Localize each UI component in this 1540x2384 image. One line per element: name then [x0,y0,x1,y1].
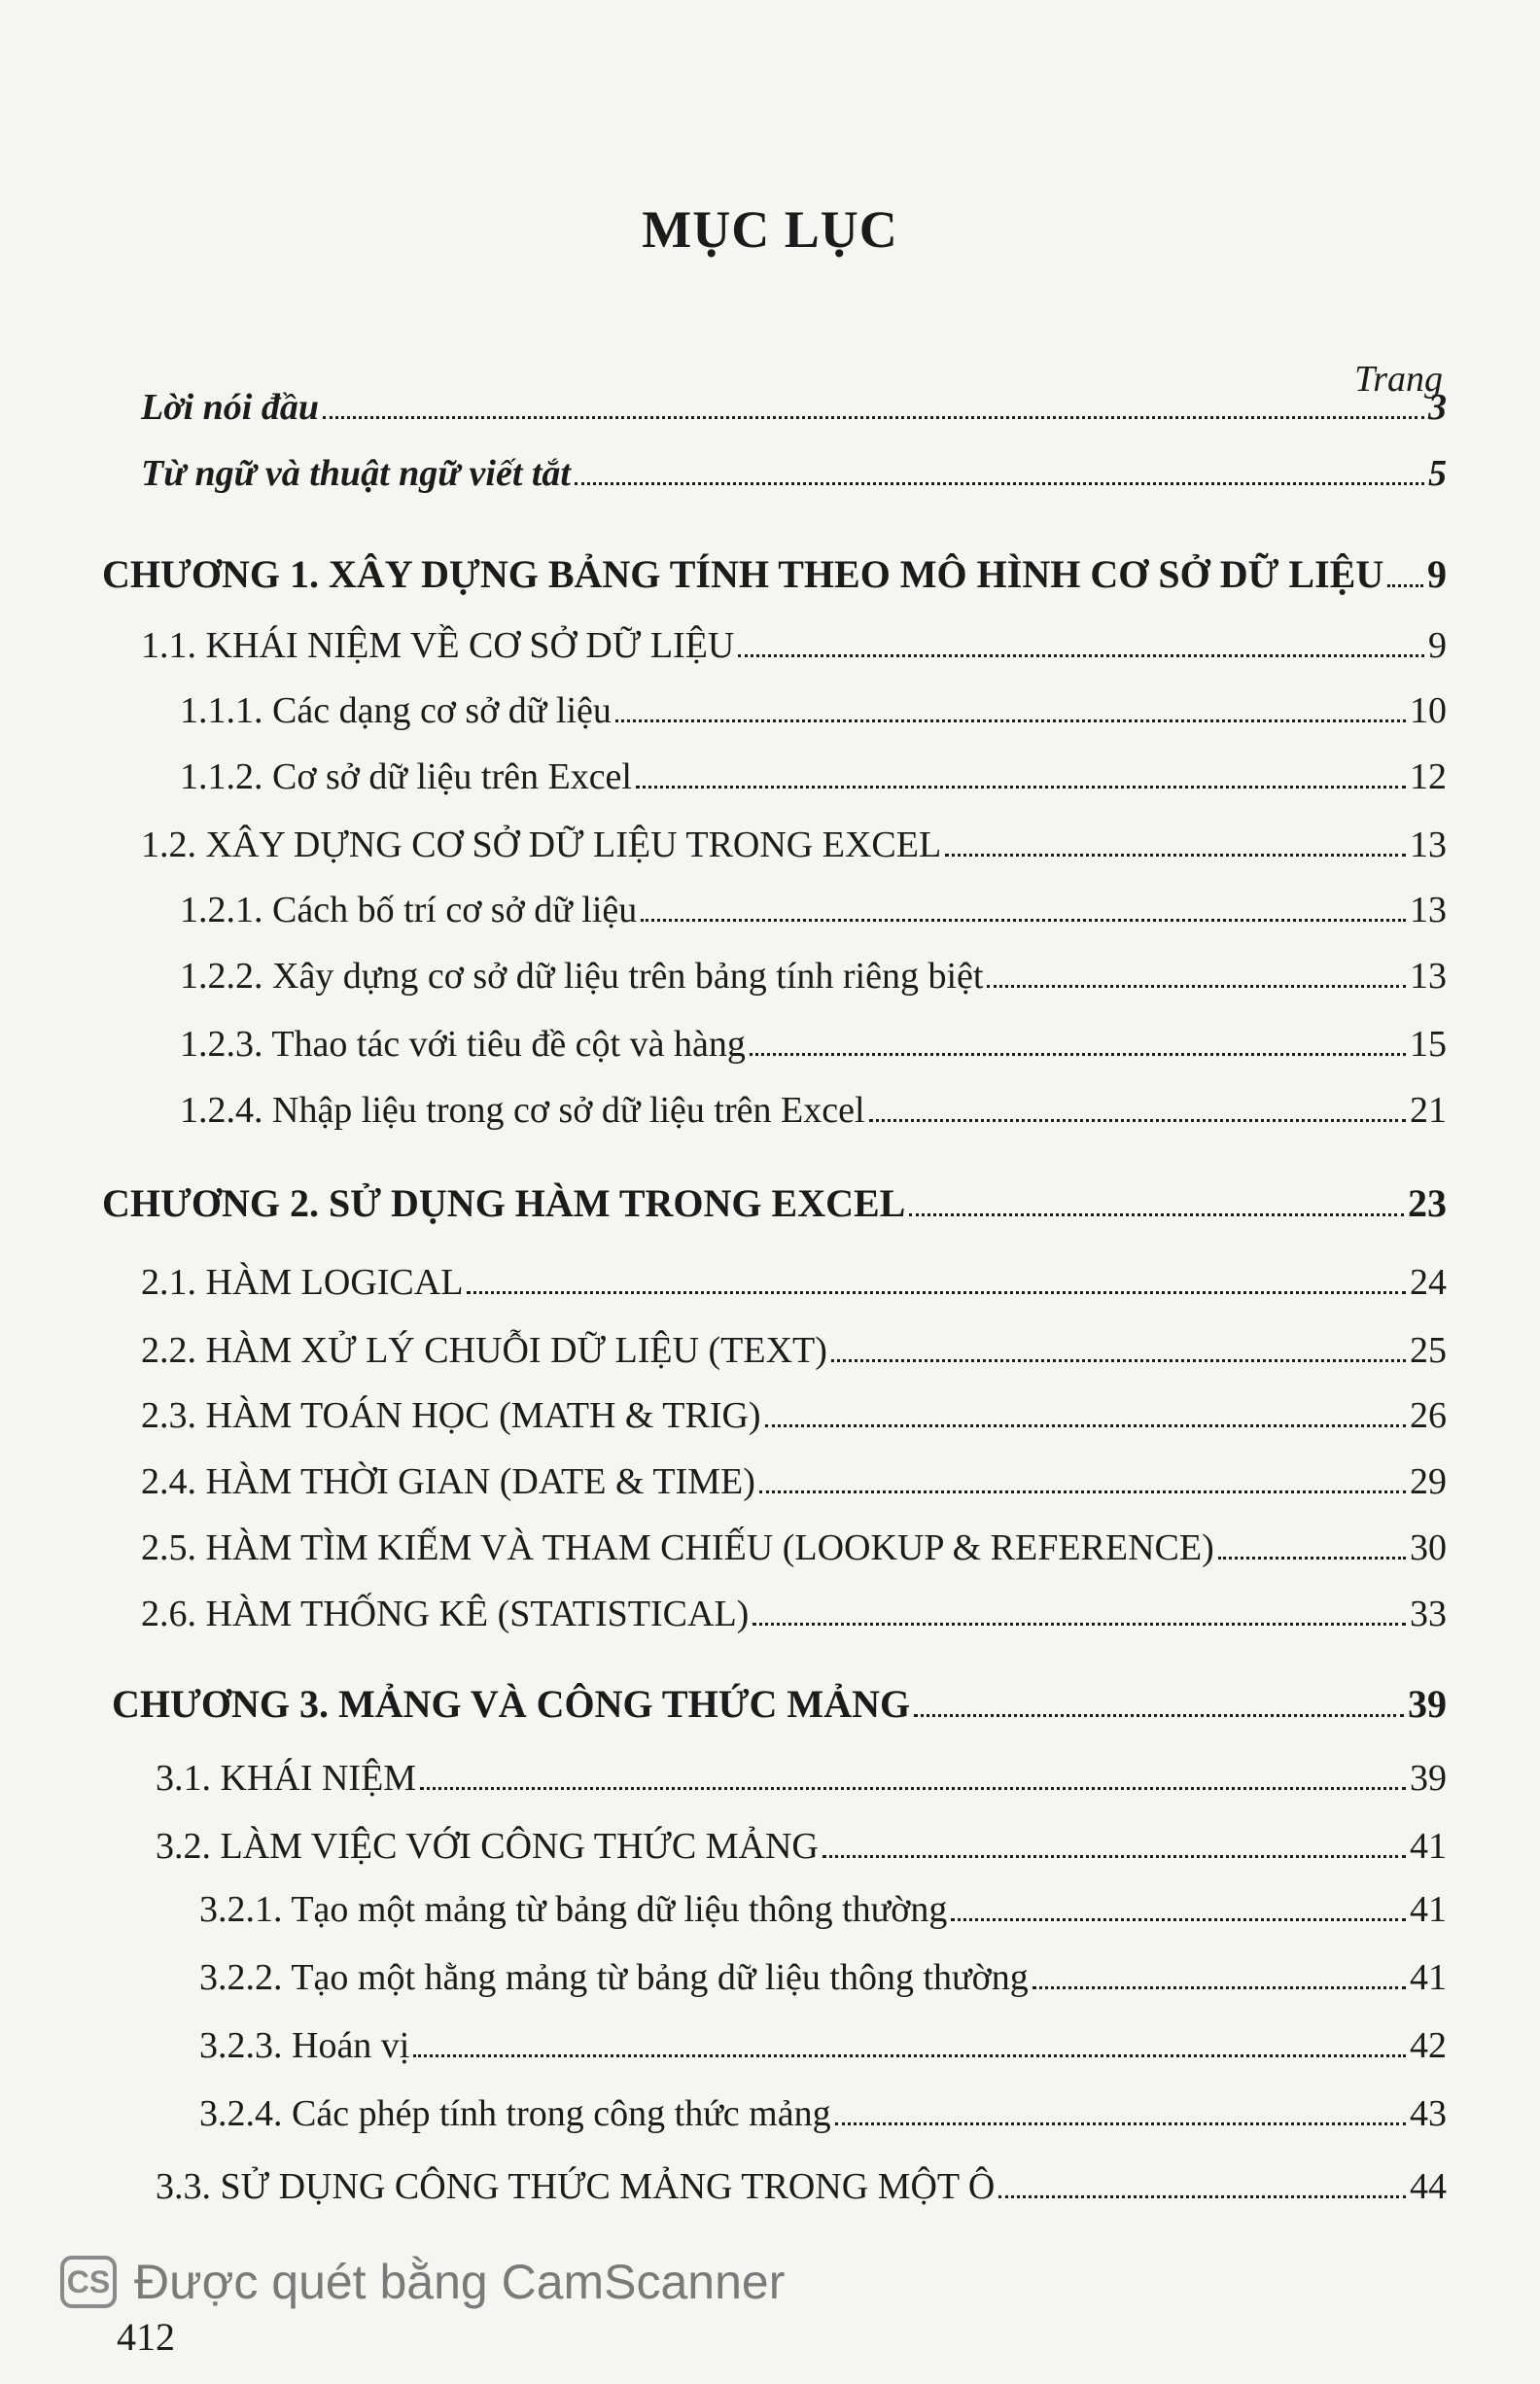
toc-entry-page: 23 [1408,1181,1447,1225]
toc-entry-page: 21 [1410,1090,1447,1131]
toc-entry [156,1813,1447,1868]
toc-dot-leader [945,854,1406,857]
toc-entry-page: 13 [1410,890,1447,930]
toc-dot-leader [869,1119,1406,1122]
toc-dot-leader [951,1918,1406,1921]
toc-entry [156,1745,1447,1800]
toc-entry-label: CHƯƠNG 2. SỬ DỤNG HÀM TRONG EXCEL [102,1181,906,1225]
toc-entry-label: CHƯƠNG 1. XÂY DỰNG BẢNG TÍNH THEO MÔ HÌNH CƠ SỞ DỮ LIỆU [102,552,1384,596]
toc-entry-page: 44 [1410,2166,1447,2207]
toc-dot-leader [914,1714,1404,1717]
toc-dot-leader [1218,1557,1406,1560]
page-title: MỤC LỤC [642,200,898,259]
toc-entry-page: 41 [1410,1957,1447,1998]
toc-entry-page: 39 [1410,1758,1447,1799]
toc-entry [156,2154,1447,2208]
toc-entry [180,1077,1447,1132]
toc-entry-page: 26 [1410,1395,1447,1436]
toc-entry-page: 41 [1410,1889,1447,1930]
toc-entry-page: 3 [1428,387,1447,428]
toc-dot-leader [467,1291,1406,1294]
toc-dot-leader [998,2195,1406,2198]
toc-entry [199,2013,1447,2067]
toc-entry-page: 33 [1410,1594,1447,1634]
toc-entry-page: 25 [1410,1330,1447,1371]
toc-entry-label: 1.1.1. Các dạng cơ sở dữ liệu [180,690,612,731]
toc-entry [141,1581,1447,1635]
toc-entry-label: 3.3. SỬ DỤNG CÔNG THỨC MẢNG TRONG MỘT Ô [156,2166,996,2207]
toc-entry-page: 24 [1410,1262,1447,1303]
toc-entry-label: 1.2.4. Nhập liệu trong cơ sở dữ liệu trên Excel [180,1090,865,1131]
toc-entry-page: 15 [1410,1024,1447,1065]
toc-entry [180,943,1447,998]
toc-entry [180,744,1447,798]
toc-entry [141,1515,1447,1569]
toc-dot-leader [636,786,1406,789]
toc-entry [102,543,1447,597]
toc-entry-label: 3.2.2. Tạo một hằng mảng từ bảng dữ liệu thông thường [199,1957,1029,1998]
toc-entry [199,1945,1447,1999]
page-column-header: Trang [1354,359,1443,400]
toc-entry-page: 42 [1410,2025,1447,2066]
toc-entry-label: CHƯƠNG 3. MẢNG VÀ CÔNG THỨC MẢNG [112,1682,911,1726]
toc-entry [141,812,1447,866]
toc-entry-label: 2.2. HÀM XỬ LÝ CHUỖI DỮ LIỆU (TEXT) [141,1330,827,1371]
toc-dot-leader [323,416,1424,419]
toc-entry-label: 3.2.1. Tạo một mảng từ bảng dữ liệu thông thường [199,1889,948,1930]
toc-entry-label: 1.2. XÂY DỰNG CƠ SỞ DỮ LIỆU TRONG EXCEL [141,824,942,865]
toc-entry-page: 43 [1410,2093,1447,2134]
toc-entry-label: 1.2.3. Thao tác với tiêu đề cột và hàng [180,1024,746,1065]
toc-entry-page: 10 [1410,690,1447,731]
toc-entry-label: 1.2.2. Xây dựng cơ sở dữ liệu trên bảng tính riêng biệt [180,956,984,997]
toc-entry-page: 41 [1410,1826,1447,1867]
camscanner-watermark [60,2254,785,2310]
toc-dot-leader [641,919,1406,922]
toc-entry-label: 2.6. HÀM THỐNG KÊ (STATISTICAL) [141,1594,750,1634]
toc-dot-leader [1032,1986,1406,1989]
toc-entry-label: 1.1. KHÁI NIỆM VỀ CƠ SỞ DỮ LIỆU [141,625,735,666]
toc-entry-label: 3.2.3. Hoán vị [199,2025,410,2066]
toc-entry [141,374,1447,429]
toc-entry-page: 39 [1408,1682,1447,1726]
toc-entry-label: 2.1. HÀM LOGICAL [141,1262,464,1303]
toc-entry [141,613,1447,667]
toc-entry [112,1672,1447,1727]
toc-entry [180,1011,1447,1066]
toc-entry-label: 2.4. HÀM THỜI GIAN (DATE & TIME) [141,1461,755,1502]
toc-dot-leader [759,1490,1406,1493]
toc-entry [141,1383,1447,1437]
toc-dot-leader [765,1424,1406,1427]
toc-entry-label: 3.2.4. Các phép tính trong công thức mảng [199,2093,831,2134]
toc-dot-leader [822,1855,1406,1858]
toc-entry-page: 13 [1410,956,1447,997]
toc-entry-page: 9 [1427,552,1447,596]
toc-entry-label: Từ ngữ và thuật ngữ viết tắt [141,453,571,494]
toc-dot-leader [420,1787,1406,1790]
toc-entry-page: 13 [1410,824,1447,865]
toc-dot-leader [752,1623,1406,1626]
toc-entry [180,877,1447,931]
camscanner-logo-icon: CS [60,2256,117,2308]
toc-entry [141,440,1447,495]
toc-entry-label: 2.3. HÀM TOÁN HỌC (MATH & TRIG) [141,1395,761,1436]
toc-entry-page: 12 [1410,756,1447,797]
toc-entry-label: 1.1.2. Cơ sở dữ liệu trên Excel [180,756,632,797]
page-number: 412 [117,2315,175,2359]
toc-dot-leader [750,1053,1406,1056]
toc-entry [180,678,1447,732]
toc-dot-leader [909,1213,1404,1216]
toc-entry-page: 30 [1410,1527,1447,1568]
toc-entry-page: 29 [1410,1461,1447,1502]
toc-entry-page: 9 [1428,625,1447,666]
toc-dot-leader [615,719,1406,722]
toc-dot-leader [738,654,1424,657]
toc-entry-label: Lời nói đầu [141,387,319,428]
toc-entry [141,1449,1447,1503]
toc-dot-leader [1387,584,1423,587]
toc-entry [199,2081,1447,2135]
toc-entry-page: 5 [1428,453,1447,494]
toc-entry [102,1172,1447,1226]
watermark-text: Được quét bằng CamScanner [134,2255,786,2309]
toc-entry [141,1317,1447,1372]
toc-dot-leader [413,2054,1406,2057]
toc-dot-leader [835,2122,1406,2125]
toc-entry [199,1876,1447,1931]
toc-dot-leader [987,985,1406,988]
toc-entry-label: 2.5. HÀM TÌM KIẾM VÀ THAM CHIẾU (LOOKUP & REFERENCE) [141,1527,1214,1568]
toc-entry-label: 3.1. KHÁI NIỆM [156,1758,417,1799]
toc-entry [141,1249,1447,1304]
toc-entry-label: 3.2. LÀM VIỆC VỚI CÔNG THỨC MẢNG [156,1826,819,1867]
toc-dot-leader [831,1359,1406,1362]
toc-entry-label: 1.2.1. Cách bố trí cơ sở dữ liệu [180,890,638,930]
toc-dot-leader [575,482,1424,485]
